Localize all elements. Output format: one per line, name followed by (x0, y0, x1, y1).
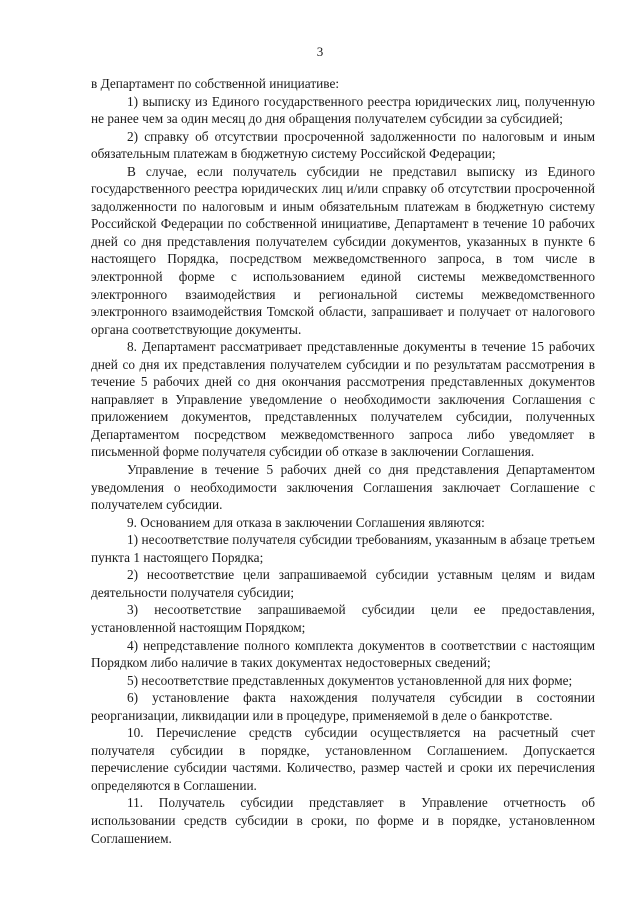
paragraph-tax-certificate: 2) справку об отсутствии просроченной задолженности по налоговым и иным обязательным платежам в бюджетную систему Российской Федерации; (91, 128, 595, 162)
page-number: 3 (316, 44, 324, 59)
paragraph-interagency-request: В случае, если получатель субсидии не представил выписку из Единого государственного реестра юридических лиц и/или справку об отсутствии просроченной задолженности по налоговым и иным обязательным платежам в бюджетную систему Российской Федерации по собственной инициативе, Департамент в течение 10 рабочих дней со дня представления получателем субсидии документов, указанных в пункте 6 настоящего Порядка, посредством межведомственного запроса, в том числе в электронной форме с использованием единой системы межведомственного электронного взаимодействия и региональной системы межведомственного электронного взаимодействия Томской области, запрашивает и получает от налогового органа соответствующие документы. (91, 163, 595, 337)
paragraph-item-11: 11. Получатель субсидии представляет в Управление отчетность об использовании средств субсидии в сроки, по форме и в порядке, установленном Соглашением. (91, 795, 595, 846)
paragraph-refusal-reason-1: 1) несоответствие получателя субсидии требованиям, указанным в абзаце третьем пункта 1 настоящего Порядка; (91, 532, 595, 565)
paragraph-agreement-conclusion: Управление в течение 5 рабочих дней со дня представления Департаментом уведомления о необходимости заключения Соглашения заключает Соглашение с получателем субсидии. (91, 462, 595, 513)
paragraph-item-9: 9. Основанием для отказа в заключении Соглашения являются: (127, 514, 485, 530)
paragraph-refusal-reason-6: 6) установление факта нахождения получателя субсидии в состоянии реорганизации, ликвидации или в процедуре, применяемой в деле о банкротстве. (91, 690, 595, 723)
paragraph-refusal-reason-4: 4) непредставление полного комплекта документов в соответствии с настоящим Порядком либо наличие в таких документах недостоверных сведений; (91, 637, 595, 671)
document-body (91, 75, 595, 847)
paragraph-refusal-reason-3: 3) несоответствие запрашиваемой субсидии цели ее предоставления, установленной настоящим Порядком; (91, 602, 595, 635)
paragraph-continuation: в Департамент по собственной инициативе: (91, 76, 340, 91)
paragraph-egrul-extract: 1) выписку из Единого государственного реестра юридических лиц, полученную не ранее чем за один месяц до дня обращения получателем субсидии за субсидией; (91, 93, 595, 127)
paragraph-item-8: 8. Департамент рассматривает представленные документы в течение 15 рабочих дней со дня их представления получателем субсидии и по результатам рассмотрения в течение 5 рабочих дней со дня окончания рассмотрения представленных документов направляет в Управление уведомление о необходимости заключения Соглашения с приложением документов, представленных получателем субсидии, полученных Департаментом посредством межведомственного запроса либо уведомляет в письменной форме получателя субсидии об отказе в заключении Соглашения. (91, 339, 595, 460)
paragraph-refusal-reason-5: 5) несоответствие представленных документов установленной для них форме; (127, 672, 573, 688)
paragraph-refusal-reason-2: 2) несоответствие цели запрашиваемой субсидии уставным целям и видам деятельности получателя субсидии; (91, 567, 595, 600)
paragraph-item-10: 10. Перечисление средств субсидии осуществляется на расчетный счет получателя субсидии в порядке, установленном Соглашением. Допускается перечисление субсидии частями. Количество, размер частей и сроки их перечисления определяются в Соглашении. (91, 725, 595, 793)
